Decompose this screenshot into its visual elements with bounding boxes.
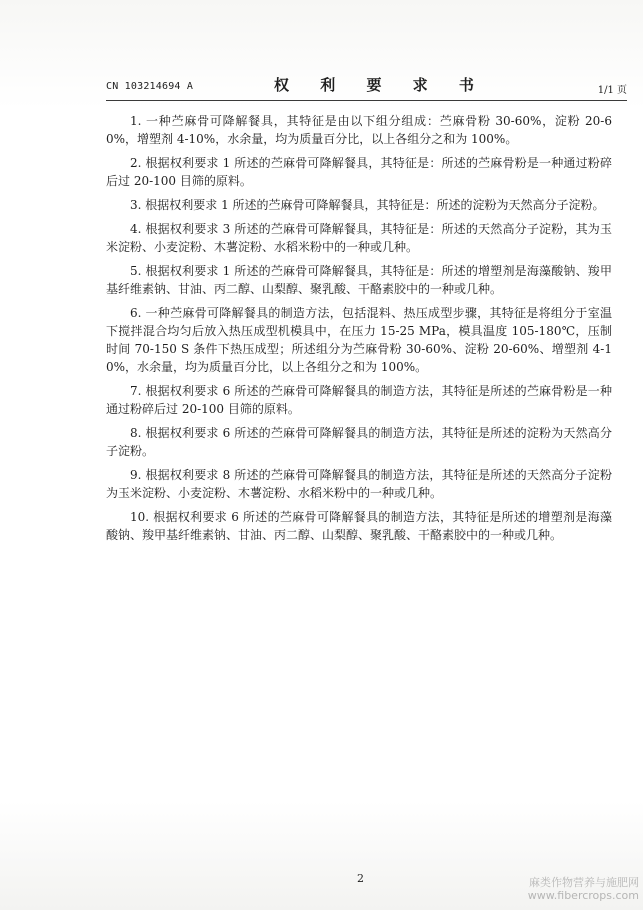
document-title: 权 利 要 求 书 [274,76,487,94]
claim-9: 9. 根据权利要求 8 所述的苎麻骨可降解餐具的制造方法，其特征是所述的天然高分子淀粉为玉米淀粉、小麦淀粉、木薯淀粉、水稻米粉中的一种或几种。 [106,468,612,500]
site-watermark [528,876,639,902]
page-count: 1/1 页 [597,85,627,96]
claim-2: 2. 根据权利要求 1 所述的苎麻骨可降解餐具，其特征是：所述的苎麻骨粉是一种通过粉碎后过 20-100 目筛的原料。 [106,156,612,188]
claim-1: 1. 一种苎麻骨可降解餐具，其特征是由以下组分组成：苎麻骨粉 30-60%，淀粉 20-60%，增塑剂 4-10%，水余量，均为质量百分比，以上各组分之和为 100%。 [106,114,612,146]
claim-5: 5. 根据权利要求 1 所述的苎麻骨可降解餐具，其特征是：所述的增塑剂是海藻酸钠、羧甲基纤维素钠、甘油、丙二醇、山梨醇、聚乳酸、干酪素胶中的一种或几种。 [106,264,612,296]
header-divider [106,100,627,101]
claim-7: 7. 根据权利要求 6 所述的苎麻骨可降解餐具的制造方法，其特征是所述的苎麻骨粉是一种通过粉碎后过 20-100 目筛的原料。 [106,384,612,416]
claims-list [106,112,612,550]
claim-4: 4. 根据权利要求 3 所述的苎麻骨可降解餐具，其特征是：所述的天然高分子淀粉，其为玉米淀粉、小麦淀粉、木薯淀粉、水稻米粉中的一种或几种。 [106,222,612,254]
document-header [106,74,627,98]
watermark-site-url: www.fibercrops.com [527,889,639,902]
claim-10: 10. 根据权利要求 6 所述的苎麻骨可降解餐具的制造方法，其特征是所述的增塑剂是海藻酸钠、羧甲基纤维素钠、甘油、丙二醇、山梨醇、聚乳酸、干酪素胶中的一种或几种。 [106,510,612,542]
claim-3: 3. 根据权利要求 1 所述的苎麻骨可降解餐具，其特征是：所述的淀粉为天然高分子淀粉。 [130,198,605,212]
publication-number: CN 103214694 A [106,81,194,92]
claim-8: 8. 根据权利要求 6 所述的苎麻骨可降解餐具的制造方法，其特征是所述的淀粉为天然高分子淀粉。 [106,426,612,458]
page-number: 2 [357,872,364,885]
claim-6: 6. 一种苎麻骨可降解餐具的制造方法，包括混料、热压成型步骤，其特征是将组分于室温下搅拌混合均匀后放入热压成型机模具中，在压力 15-25 MPa，模具温度 105-180℃，压制时间 70-150 S 条件下热压成型；所述组分为苎麻骨粉 30-60%、淀粉 20-60%、增塑剂 4-10%，水余量，均为质量百分比，以上各组分之和为 100%。 [106,306,612,374]
watermark-site-name: 麻类作物营养与施肥网 [529,876,639,889]
